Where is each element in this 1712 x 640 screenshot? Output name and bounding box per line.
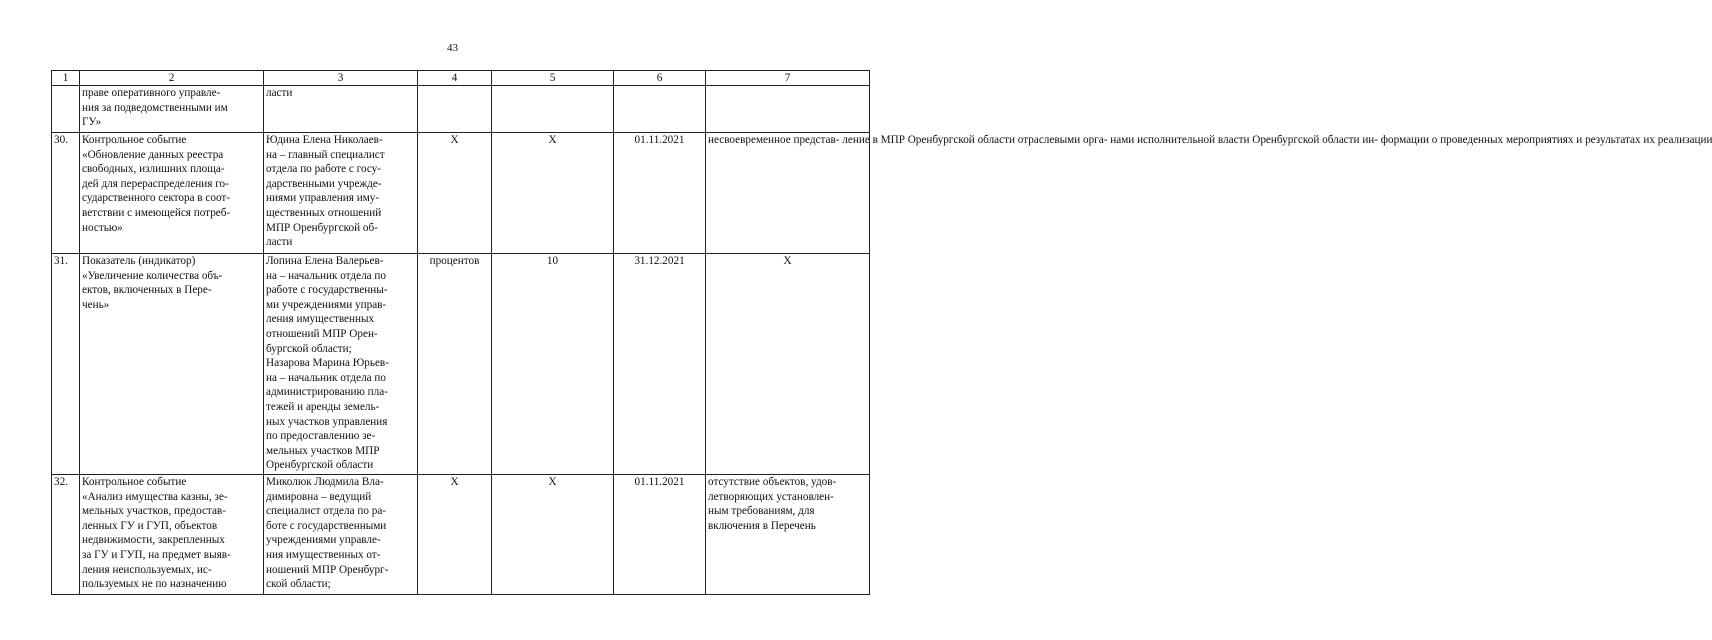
- value-cell: Х: [492, 133, 614, 254]
- row-number: 30.: [52, 133, 80, 254]
- unit-cell: Х: [418, 475, 492, 595]
- risk-cell: [706, 86, 870, 133]
- table-row: [52, 254, 870, 475]
- date-cell: 01.11.2021: [614, 133, 706, 254]
- column-header-7: 7: [706, 71, 870, 86]
- column-header-5: 5: [492, 71, 614, 86]
- risk-cell: несвоевременное представ- ление в МПР Оренбургской области отраслевыми орга- нами исполнительной власти Оренбургской области ин- формации о проведенных мероприятиях и результатах их реализации: [706, 133, 870, 254]
- responsible-cell: Юдина Елена Николаев- на – главный специалист отдела по работе с госу- дарственными учрежде- ниями управления иму- щественных отношений МПР Оренбургской об- ласти: [264, 133, 418, 254]
- row-number: 31.: [52, 254, 80, 475]
- table-row: [52, 86, 870, 133]
- unit-cell: Х: [418, 133, 492, 254]
- risk-cell: отсутствие объектов, удов- летворяющих установлен- ным требованиям, для включения в Перечень: [706, 475, 870, 595]
- date-cell: [614, 86, 706, 133]
- responsible-cell: Лопина Елена Валерьев- на – начальник отдела по работе с государственны- ми учреждениями управ- ления имущественных отношений МПР Орен- бургской области; Назарова Марина Юрьев- на – начальник отдела по администрированию пла- тежей и аренды земель- ных участков управления по предоставлению зе- мельных участков МПР Оренбургской области: [264, 254, 418, 475]
- date-cell: 31.12.2021: [614, 254, 706, 475]
- document-table: [51, 70, 1712, 595]
- event-cell: Контрольное событие «Обновление данных реестра свободных, излишних площа- дей для перераспределения го- сударственного сектора в соот- ветствии с имеющейся потреб- ностью»: [80, 133, 264, 254]
- risk-cell: Х: [706, 254, 870, 475]
- value-cell: [492, 86, 614, 133]
- column-header-1: 1: [52, 71, 80, 86]
- row-number: [52, 86, 80, 133]
- event-cell: Контрольное событие «Анализ имущества казны, зе- мельных участков, предостав- ленных ГУ и ГУП, объектов недвижимости, закрепленных за ГУ и ГУП, на предмет выяв- ления неиспользуемых, ис- пользуемых не по назначению: [80, 475, 264, 595]
- responsible-cell: Миколюк Людмила Вла- димировна – ведущий специалист отдела по ра- боте с государственными учреждениями управле- ния имущественных от- ношений МПР Оренбург- ской области;: [264, 475, 418, 595]
- table-row: [52, 475, 870, 595]
- column-header-2: 2: [80, 71, 264, 86]
- row-number: 32.: [52, 475, 80, 595]
- table-header-row: [52, 71, 870, 86]
- table-row: [52, 133, 870, 254]
- unit-cell: процентов: [418, 254, 492, 475]
- value-cell: 10: [492, 254, 614, 475]
- column-header-3: 3: [264, 71, 418, 86]
- column-header-4: 4: [418, 71, 492, 86]
- date-cell: 01.11.2021: [614, 475, 706, 595]
- column-header-6: 6: [614, 71, 706, 86]
- value-cell: Х: [492, 475, 614, 595]
- event-cell: Показатель (индикатор) «Увеличение количества объ- ектов, включенных в Пере- чень»: [80, 254, 264, 475]
- page-number: 43: [447, 42, 458, 54]
- unit-cell: [418, 86, 492, 133]
- event-cell: праве оперативного управле- ния за подведомственными им ГУ»: [80, 86, 264, 133]
- responsible-cell: ласти: [264, 86, 418, 133]
